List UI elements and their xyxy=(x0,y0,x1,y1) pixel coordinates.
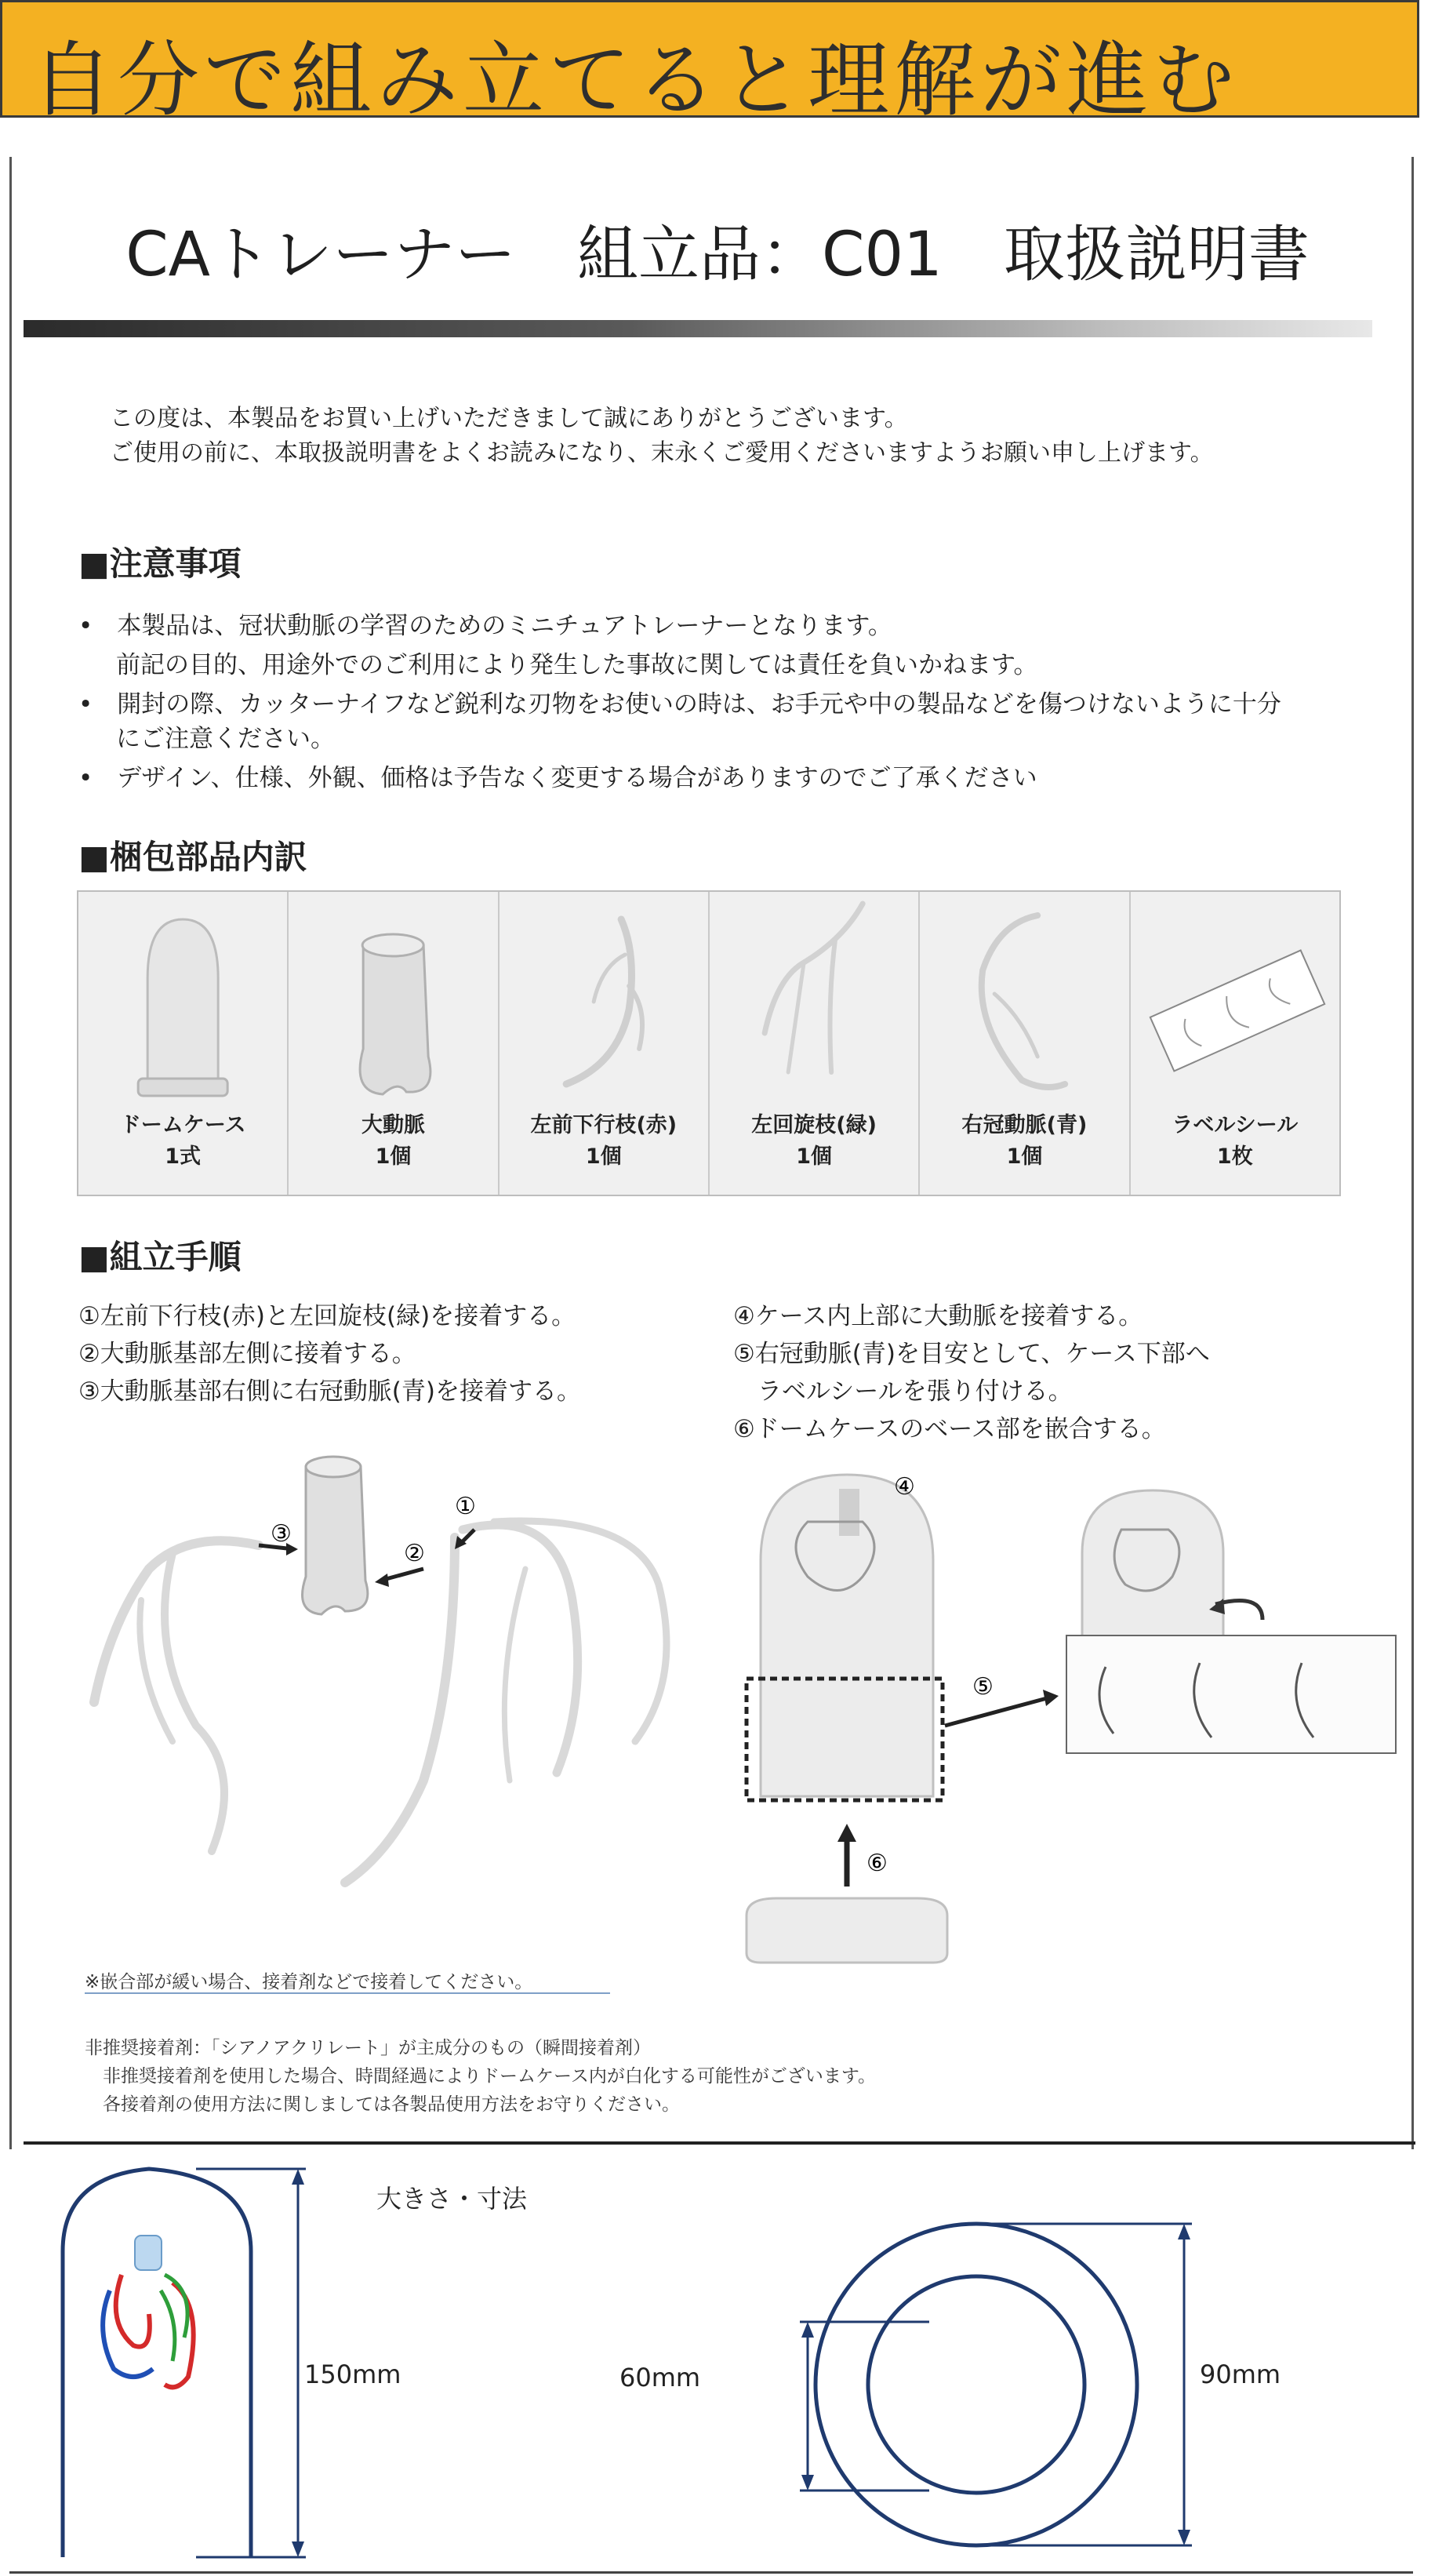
frame-left-border xyxy=(9,157,12,2149)
cautions-heading: ■注意事項 xyxy=(78,544,242,583)
part-qty: 1枚 xyxy=(1216,1144,1253,1169)
marker-4: ④ xyxy=(894,1473,915,1501)
assembly-illustration-right xyxy=(729,1467,1404,1969)
dimension-outer-diameter: 90mm xyxy=(1200,2360,1281,2389)
note-fit: ※嵌合部が緩い場合、接着剤などで接着してください。 xyxy=(85,1972,533,1992)
part-name: ラベルシール xyxy=(1172,1113,1299,1137)
parts-heading: ■梱包部品内訳 xyxy=(78,838,307,876)
rca-image xyxy=(920,892,1128,1127)
lad-image xyxy=(500,892,708,1127)
marker-1: ① xyxy=(455,1493,476,1520)
part-qty: 1個 xyxy=(585,1144,622,1169)
assembly-illustration-left xyxy=(86,1443,714,1930)
part-cell-aorta xyxy=(289,892,499,1195)
note-adhesive-1: 非推奨接着剤：「シアノアクリレート」が主成分のもの（瞬間接着剤） xyxy=(85,2038,651,2058)
marker-6: ⑥ xyxy=(866,1850,888,1877)
caution-3-line1: デザイン、仕様、外観、価格は予告なく変更する場合がありますのでご了承ください xyxy=(117,764,1037,792)
lcx-image xyxy=(710,892,918,1127)
part-cell-lcx xyxy=(710,892,920,1195)
assembly-step-6: ⑥ドームケースのベース部を嵌合する。 xyxy=(733,1415,1166,1443)
marker-3: ③ xyxy=(271,1520,292,1548)
assembly-step-4: ④ケース内上部に大動脈を接着する。 xyxy=(733,1302,1143,1330)
bottom-border xyxy=(9,2571,1413,2574)
marker-2: ② xyxy=(404,1540,425,1567)
assembly-step-5-cont: ラベルシールを張り付ける。 xyxy=(733,1377,1073,1406)
note-adhesive-3: 各接着剤の使用方法に関しましては各製品使用方法をお守りください。 xyxy=(85,2094,680,2115)
part-qty: 1個 xyxy=(1006,1144,1043,1169)
part-name: 右冠動脈(青) xyxy=(961,1113,1088,1137)
assembly-step-2: ②大動脈基部左側に接着する。 xyxy=(78,1340,416,1368)
section-divider xyxy=(24,2141,1415,2145)
marker-5: ⑤ xyxy=(972,1673,994,1701)
note-underline xyxy=(85,1992,610,1994)
assembly-heading: ■組立手順 xyxy=(78,1238,242,1276)
dome-case-image xyxy=(78,892,287,1127)
label-sticker-image xyxy=(1131,892,1339,1127)
part-name: 左前下行枝(赤) xyxy=(530,1113,678,1137)
assembly-step-1: ①左前下行枝(赤)と左回旋枝(緑)を接着する。 xyxy=(78,1302,576,1330)
part-cell-label-sticker xyxy=(1131,892,1339,1195)
parts-table xyxy=(77,890,1341,1196)
part-name: 大動脈 xyxy=(361,1113,425,1137)
dimension-height: 150mm xyxy=(304,2360,401,2389)
frame-right-border xyxy=(1411,157,1414,2149)
dimension-inner-diameter: 60mm xyxy=(619,2363,701,2392)
title-underline-bar xyxy=(24,320,1372,337)
part-cell-dome-case xyxy=(78,892,289,1195)
caution-bullet-1: • 本製品は、冠状動脈の学習のためのミニチュアトレーナーとなります。 xyxy=(78,612,892,640)
part-qty: 1個 xyxy=(796,1144,833,1169)
part-qty: 1式 xyxy=(165,1144,202,1169)
caution-1-line2: 前記の目的、用途外でのご利用により発生した事故に関しては責任を負いかねます。 xyxy=(116,651,1038,679)
page-title: CAトレーナー 組立品：C01 取扱説明書 xyxy=(125,220,1310,290)
caution-2-line1: 開封の際、カッターナイフなど鋭利な刃物をお使いの時は、お手元や中の製品などを傷つけないように十分 xyxy=(117,690,1281,719)
caution-2-line2: にご注意ください。 xyxy=(116,725,335,753)
part-cell-rca xyxy=(920,892,1130,1195)
assembly-step-3: ③大動脈基部右側に右冠動脈(青)を接着する。 xyxy=(78,1377,581,1406)
caution-bullet-3: • デザイン、仕様、外観、価格は予告なく変更する場合がありますのでご了承ください xyxy=(78,764,1037,792)
banner-text: 自分で組み立てると理解が進む xyxy=(31,32,1240,128)
caution-1-line1: 本製品は、冠状動脈の学習のためのミニチュアトレーナーとなります。 xyxy=(117,612,892,640)
note-adhesive-2: 非推奨接着剤を使用した場合、時間経過によりドームケース内が白化する可能性がございます。 xyxy=(85,2066,877,2087)
intro-line-1: この度は、本製品をお買い上げいただきまして誠にありがとうございます。 xyxy=(110,405,908,432)
aorta-image xyxy=(289,892,497,1127)
intro-line-2: ご使用の前に、本取扱説明書をよくお読みになり、末永くご愛用くださいますようお願い申し上げます。 xyxy=(110,439,1214,467)
assembly-step-5: ⑤右冠動脈(青)を目安として、ケース下部へ xyxy=(733,1340,1210,1368)
caution-bullet-2: • 開封の際、カッターナイフなど鋭利な刃物をお使いの時は、お手元や中の製品などを傷つけないように十分 xyxy=(78,690,1281,719)
part-qty: 1個 xyxy=(375,1144,412,1169)
part-name: ドームケース xyxy=(119,1113,246,1137)
part-cell-lad xyxy=(500,892,710,1195)
dimensions-title: 大きさ・寸法 xyxy=(376,2184,528,2214)
part-name: 左回旋枝(緑) xyxy=(751,1113,877,1137)
